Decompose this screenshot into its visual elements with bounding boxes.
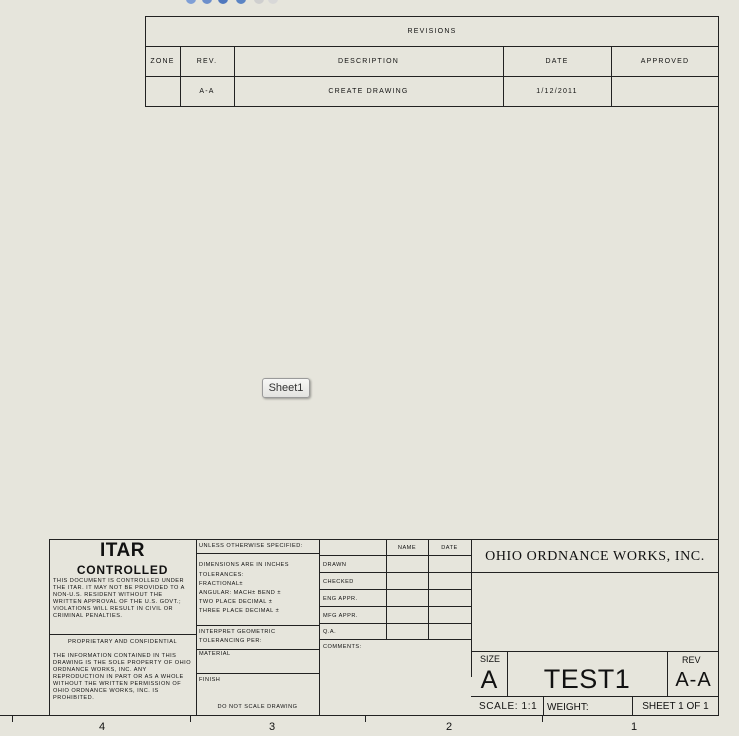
tolerance-line: DIMENSIONS ARE IN INCHES: [199, 562, 290, 568]
rev-value: A-A: [675, 669, 712, 691]
title-block: [49, 539, 719, 716]
date-header-approval: DATE: [441, 545, 458, 551]
itar-notice: THIS DOCUMENT IS CONTROLLED UNDER THE ITAR. IT MAY NOT BE PROVIDED TO A NON-U.S. RESIDENT WITHOUT THE WRITTEN APPROVAL OF THE U.S. GOVT.; VIOLATIONS WILL RESULT IN CIVIL OR CRIMINAL PENALTIES.: [53, 578, 185, 619]
proprietary-text: THE INFORMATION CONTAINED IN THIS DRAWING IS THE SOLE PROPERTY OF OHIO ORDNANCE WORKS, INC. ANY REPRODUCTION IN PART OR AS A WHOLE WITHOUT THE WRITTEN PERMISSION OF OHIO ORDNANCE WORKS, INC. IS PROHIBITED.: [53, 653, 192, 701]
itar-title: ITAR: [100, 540, 145, 561]
sheet-number: SHEET 1 OF 1: [642, 701, 709, 712]
tolerance-line: THREE PLACE DECIMAL ±: [199, 608, 280, 614]
zone-tick: [12, 716, 13, 722]
no-scale-note: DO NOT SCALE DRAWING: [217, 704, 298, 710]
approval-drawn: DRAWN: [323, 562, 347, 568]
tolerance-line: TOLERANCES:: [199, 572, 244, 578]
zone-label: 2: [446, 721, 453, 733]
approval-eng: ENG APPR.: [323, 596, 358, 602]
interpret-line-2: TOLERANCING PER:: [199, 638, 262, 644]
date-header: DATE: [545, 58, 569, 65]
sheet-tab-label: Sheet1: [268, 382, 304, 394]
approval-qa: Q.A.: [323, 629, 337, 635]
rotate-icon[interactable]: [202, 0, 212, 4]
finish-label: FINISH: [199, 677, 221, 683]
tolerance-heading: UNLESS OTHERWISE SPECIFIED:: [199, 543, 303, 549]
approved-header: APPROVED: [640, 58, 690, 65]
rev-header: REV.: [196, 58, 218, 65]
sheet-tab[interactable]: [262, 378, 310, 398]
company-name: OHIO ORDNANCE WORKS, INC.: [485, 549, 705, 564]
zone-tick: [190, 716, 191, 722]
tolerance-line: TWO PLACE DECIMAL ±: [199, 599, 273, 605]
interpret-line-1: INTERPRET GEOMETRIC: [199, 629, 276, 635]
approval-mfg: MFG APPR.: [323, 613, 358, 619]
revisions-table: [145, 16, 719, 107]
hide-show-icon[interactable]: [268, 0, 278, 4]
zone-tick: [365, 716, 366, 722]
drawing-title: TEST1: [543, 664, 631, 694]
revision-rev: A-A: [199, 88, 215, 95]
size-label: SIZE: [480, 654, 501, 664]
display-style-icon[interactable]: [254, 0, 264, 4]
itar-subtitle: CONTROLLED: [76, 563, 169, 577]
zone-label: 3: [269, 721, 276, 733]
undo-icon[interactable]: [186, 0, 196, 4]
revision-date: 1/12/2011: [536, 88, 578, 95]
rev-label: REV: [682, 655, 701, 665]
proprietary-title: PROPRIETARY AND CONFIDENTIAL: [67, 639, 178, 645]
zone-header: ZONE: [150, 58, 175, 65]
revisions-title: REVISIONS: [407, 28, 457, 35]
refresh-icon[interactable]: [218, 0, 228, 4]
zone-label: 1: [631, 721, 638, 733]
toolbar-fragment[interactable]: [184, 0, 334, 5]
view-orientation-icon[interactable]: [236, 0, 246, 4]
scale-value: SCALE: 1:1: [479, 701, 538, 712]
description-header: DESCRIPTION: [337, 58, 400, 65]
tolerance-line: ANGULAR: MACH± BEND ±: [199, 590, 281, 596]
zone-label: 4: [99, 721, 106, 733]
name-header: NAME: [397, 545, 417, 551]
weight-label: WEIGHT:: [547, 702, 589, 713]
approval-checked: CHECKED: [323, 579, 354, 585]
size-value: A: [480, 666, 498, 694]
revision-description: CREATE DRAWING: [328, 88, 409, 95]
zone-tick: [542, 716, 543, 722]
comments-label: COMMENTS:: [323, 644, 362, 650]
tolerance-line: FRACTIONAL±: [199, 581, 244, 587]
material-label: MATERIAL: [199, 651, 231, 657]
